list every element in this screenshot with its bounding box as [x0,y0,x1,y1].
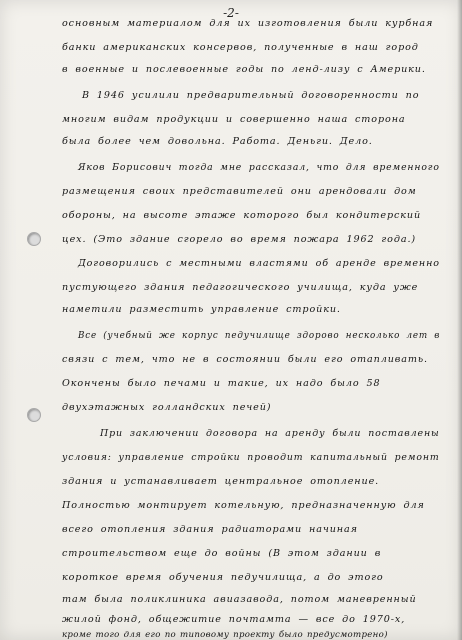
text-line: была более чем довольна. Работа. Деньги. Дело. [62,136,373,147]
text-line: размещения своих представителей они арендовали дом [62,186,417,197]
text-line: банки американских консервов, полученные в наш город [62,42,419,53]
text-line: Все (учебный же корпус педучилище здорово несколько лет в [78,330,441,341]
text-line: Яков Борисович тогда мне рассказал, что для временного [78,162,440,173]
page-number: -2- [223,6,239,20]
text-line: строительством еще до войны (В этом здании в [62,548,382,559]
text-line: Полностью монтирует котельную, предназначенную для [62,500,425,511]
text-line: многим видам продукции и совершенно наша сторона [62,114,406,125]
text-line: условия: управление стройки проводит капитальный ремонт [62,452,440,463]
text-line: обороны, на высоте этаже которого был кондитерский [62,210,422,221]
text-line: жилой фонд, общежитие почтамта — все до 1970-х, [62,614,406,625]
text-line: в военные и послевоенные годы по ленд-лизу с Америки. [62,64,426,75]
text-line: Окончены было печами и такие, их надо было 58 [62,378,381,389]
text-line: там была поликлиника авиазавода, потом маневренный [62,594,417,605]
text-line: наметили разместить управление стройки. [62,304,341,315]
text-line: В 1946 усилили предварительный договоренности по [82,90,420,101]
text-line: связи с тем, что не в состоянии были его отапливать. [62,354,428,365]
text-line: цех. (Это здание сгорело во время пожара 1962 года.) [62,234,417,245]
text-line: двухэтажных голландских печей) [62,402,272,413]
text-line: короткое время обучения педучилища, а до этого [62,572,384,583]
text-line: Договорились с местными властями об аренде временно [78,258,440,269]
text-line: При заключении договора на аренду были поставлены [100,428,440,439]
punch-hole-bottom [27,408,41,422]
text-line: основным материалом для их изготовления были курбная [62,18,434,29]
punch-hole-top [27,232,41,246]
text-line: пустующего здания педагогического училища, куда уже [62,282,419,293]
text-line: кроме того для его по типовому проекту было предусмотрено) [62,630,388,640]
text-line: здания и устанавливает центральное отопление. [62,476,380,487]
text-line: всего отопления здания радиаторами начиная [62,524,358,535]
